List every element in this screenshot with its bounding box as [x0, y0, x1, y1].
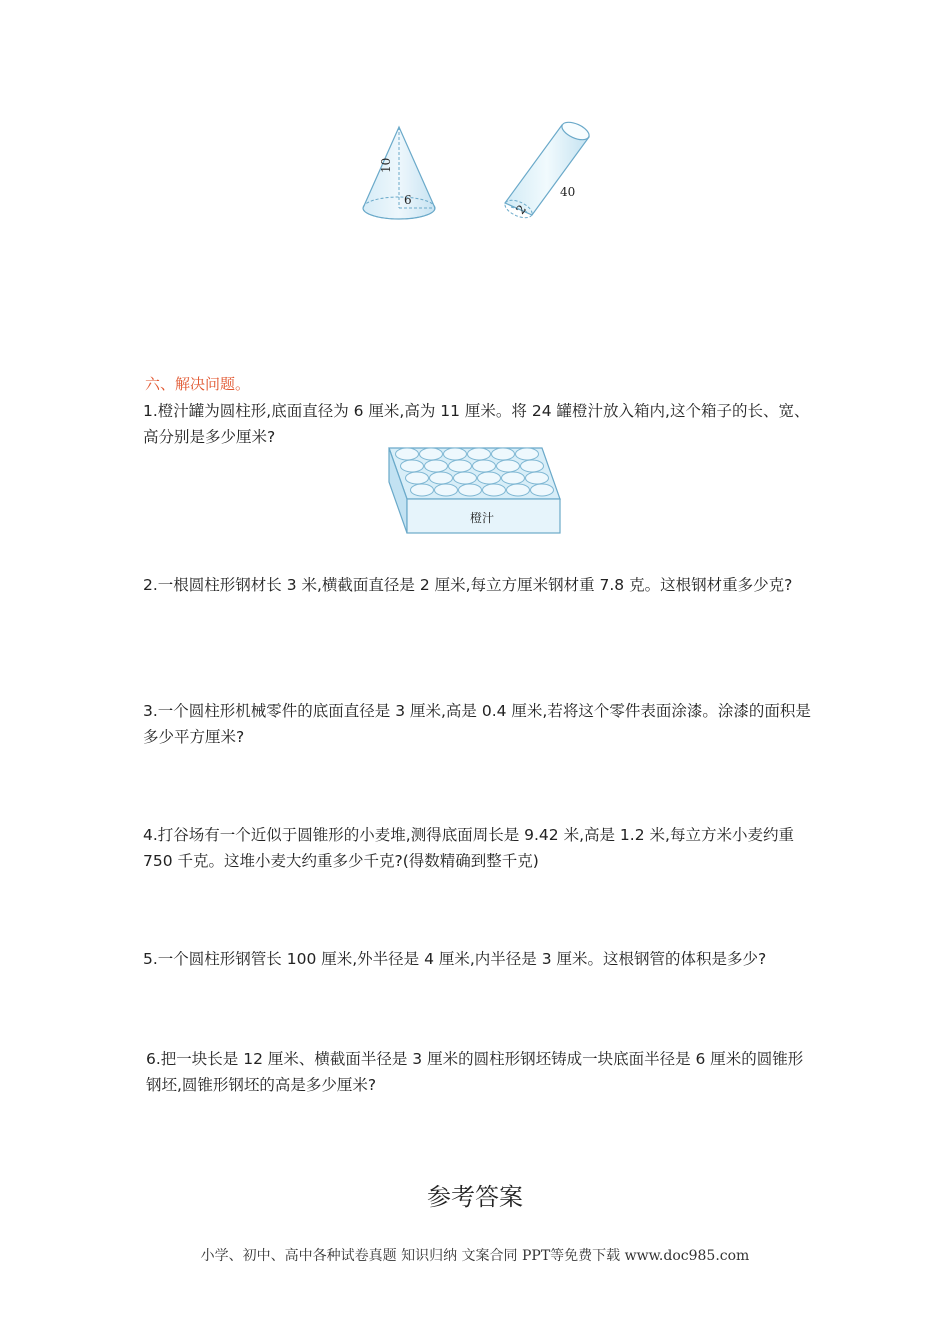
juice-can	[516, 448, 539, 460]
juice-can	[406, 472, 429, 484]
cone-height-label: 10	[379, 157, 393, 173]
juice-can	[449, 460, 472, 472]
cylinder-length-label: 40	[560, 185, 576, 199]
cylinder-diameter-label: 2	[513, 202, 530, 217]
section-title: 六、解决问题。	[145, 375, 251, 393]
footer-text: 小学、初中、高中各种试卷真题 知识归纳 文案合同 PPT等免费下载 www.doc985.com	[200, 1248, 750, 1264]
question-5: 5.一个圆柱形钢管长 100 厘米,外半径是 4 厘米,内半径是 3 厘米。这根钢管的体积是多少?	[143, 950, 767, 968]
juice-can	[478, 472, 501, 484]
question-3: 3.一个圆柱形机械零件的底面直径是 3 厘米,高是 0.4 厘米,若将这个零件表面涂漆。涂漆的面积是多少平方厘米?	[143, 702, 811, 746]
juice-can	[473, 460, 496, 472]
cone-radius-label: 6	[404, 193, 412, 207]
juice-can	[492, 448, 515, 460]
juice-can	[420, 448, 443, 460]
juice-can	[468, 448, 491, 460]
juice-box-figure	[383, 445, 565, 537]
juice-can	[502, 472, 525, 484]
juice-can	[507, 484, 530, 496]
question-6: 6.把一块长是 12 厘米、横截面半径是 3 厘米的圆柱形钢坯铸成一块底面半径是 6 厘米的圆锥形钢坯,圆锥形钢坯的高是多少厘米?	[146, 1050, 804, 1094]
juice-can	[454, 472, 477, 484]
juice-can	[483, 484, 506, 496]
juice-can	[521, 460, 544, 472]
box-label: 橙汁	[469, 511, 495, 525]
juice-can	[459, 484, 482, 496]
juice-can	[430, 472, 453, 484]
juice-can	[396, 448, 419, 460]
juice-can	[435, 484, 458, 496]
juice-can	[425, 460, 448, 472]
cone-figure	[363, 127, 435, 219]
juice-can	[444, 448, 467, 460]
juice-can	[497, 460, 520, 472]
juice-can	[531, 484, 554, 496]
question-2: 2.一根圆柱形钢材长 3 米,横截面直径是 2 厘米,每立方厘米钢材重 7.8 克。这根钢材重多少克?	[143, 576, 793, 594]
answer-title: 参考答案	[427, 1183, 523, 1211]
juice-can	[411, 484, 434, 496]
geometry-figures	[350, 115, 610, 235]
question-4: 4.打谷场有一个近似于圆锥形的小麦堆,测得底面周长是 9.42 米,高是 1.2 米,每立方米小麦约重 750 千克。这堆小麦大约重多少千克?(得数精确到整千克)	[143, 826, 794, 870]
question-1: 1.橙汁罐为圆柱形,底面直径为 6 厘米,高为 11 厘米。将 24 罐橙汁放入箱内,这个箱子的长、宽、高分别是多少厘米?	[143, 402, 810, 446]
cylinder-figure	[502, 119, 591, 222]
juice-can	[401, 460, 424, 472]
juice-can	[526, 472, 549, 484]
